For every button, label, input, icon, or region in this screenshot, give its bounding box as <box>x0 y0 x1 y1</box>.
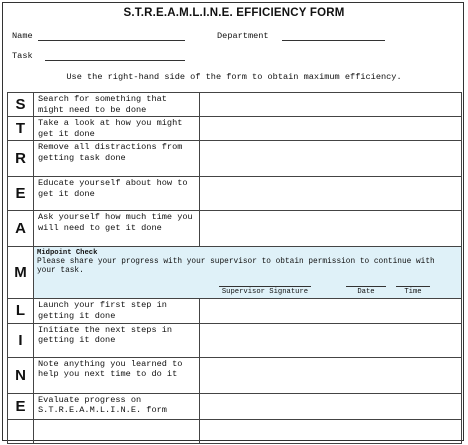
step-letter: S <box>8 93 34 117</box>
table-row <box>8 141 462 177</box>
step-letter: N <box>8 357 34 393</box>
midpoint-check-box <box>34 247 462 299</box>
time-label: Time <box>404 288 422 297</box>
department-label: Department <box>217 31 269 41</box>
response-field[interactable] <box>200 299 462 323</box>
table-row <box>8 177 462 211</box>
department-field[interactable] <box>282 40 385 41</box>
step-description: Take a look at how you might get it done <box>34 117 200 141</box>
step-letter: T <box>8 117 34 141</box>
table-row <box>8 393 462 419</box>
table-row <box>8 117 462 141</box>
step-description: Educate yourself about how to get it done <box>34 177 200 211</box>
streamline-table <box>7 92 462 444</box>
step-letter: I <box>8 323 34 357</box>
table-row <box>8 93 462 117</box>
step-description <box>34 419 200 443</box>
step-letter: A <box>8 211 34 247</box>
step-letter: M <box>8 247 34 299</box>
form-title: S.T.R.E.A.M.L.I.N.E. EFFICIENCY FORM <box>123 7 345 19</box>
step-letter: E <box>8 393 34 419</box>
step-description: Note anything you learned to help you next time to do it <box>34 357 200 393</box>
response-field[interactable] <box>200 141 462 177</box>
table-row <box>8 357 462 393</box>
step-letter: E <box>8 177 34 211</box>
response-field[interactable] <box>200 177 462 211</box>
instructions: Use the right-hand side of the form to obtain maximum efficiency. <box>66 72 402 82</box>
response-field[interactable] <box>200 93 462 117</box>
table-row <box>8 419 462 443</box>
step-description: Remove all distractions from getting task done <box>34 141 200 177</box>
table-row <box>8 323 462 357</box>
supervisor-signature-field[interactable] <box>219 286 311 296</box>
step-letter: L <box>8 299 34 323</box>
response-field[interactable] <box>200 323 462 357</box>
step-description: Search for something that might need to be done <box>34 93 200 117</box>
supervisor-signature-label: Supervisor Signature <box>221 288 309 297</box>
date-field[interactable] <box>346 286 386 296</box>
time-field[interactable] <box>396 286 430 296</box>
step-letter <box>8 419 34 443</box>
response-field[interactable] <box>200 419 462 443</box>
step-description: Ask yourself how much time you will need to get it done <box>34 211 200 247</box>
table-row <box>8 211 462 247</box>
response-field[interactable] <box>200 211 462 247</box>
table-row <box>8 299 462 323</box>
name-label: Name <box>12 31 33 41</box>
midpoint-text: Please share your progress with your supervisor to obtain permission to continue with your task. <box>37 258 435 276</box>
midpoint-row <box>8 247 462 299</box>
task-label: Task <box>12 51 33 61</box>
date-label: Date <box>357 288 375 297</box>
response-field[interactable] <box>200 117 462 141</box>
step-description: Initiate the next steps in getting it done <box>34 323 200 357</box>
step-description: Evaluate progress on S.T.R.E.A.M.L.I.N.E. form <box>34 393 200 419</box>
midpoint-heading: Midpoint Check <box>37 249 98 258</box>
response-field[interactable] <box>200 393 462 419</box>
task-field[interactable] <box>45 60 185 61</box>
step-letter: R <box>8 141 34 177</box>
response-field[interactable] <box>200 357 462 393</box>
name-field[interactable] <box>38 40 185 41</box>
step-description: Launch your first step in getting it done <box>34 299 200 323</box>
